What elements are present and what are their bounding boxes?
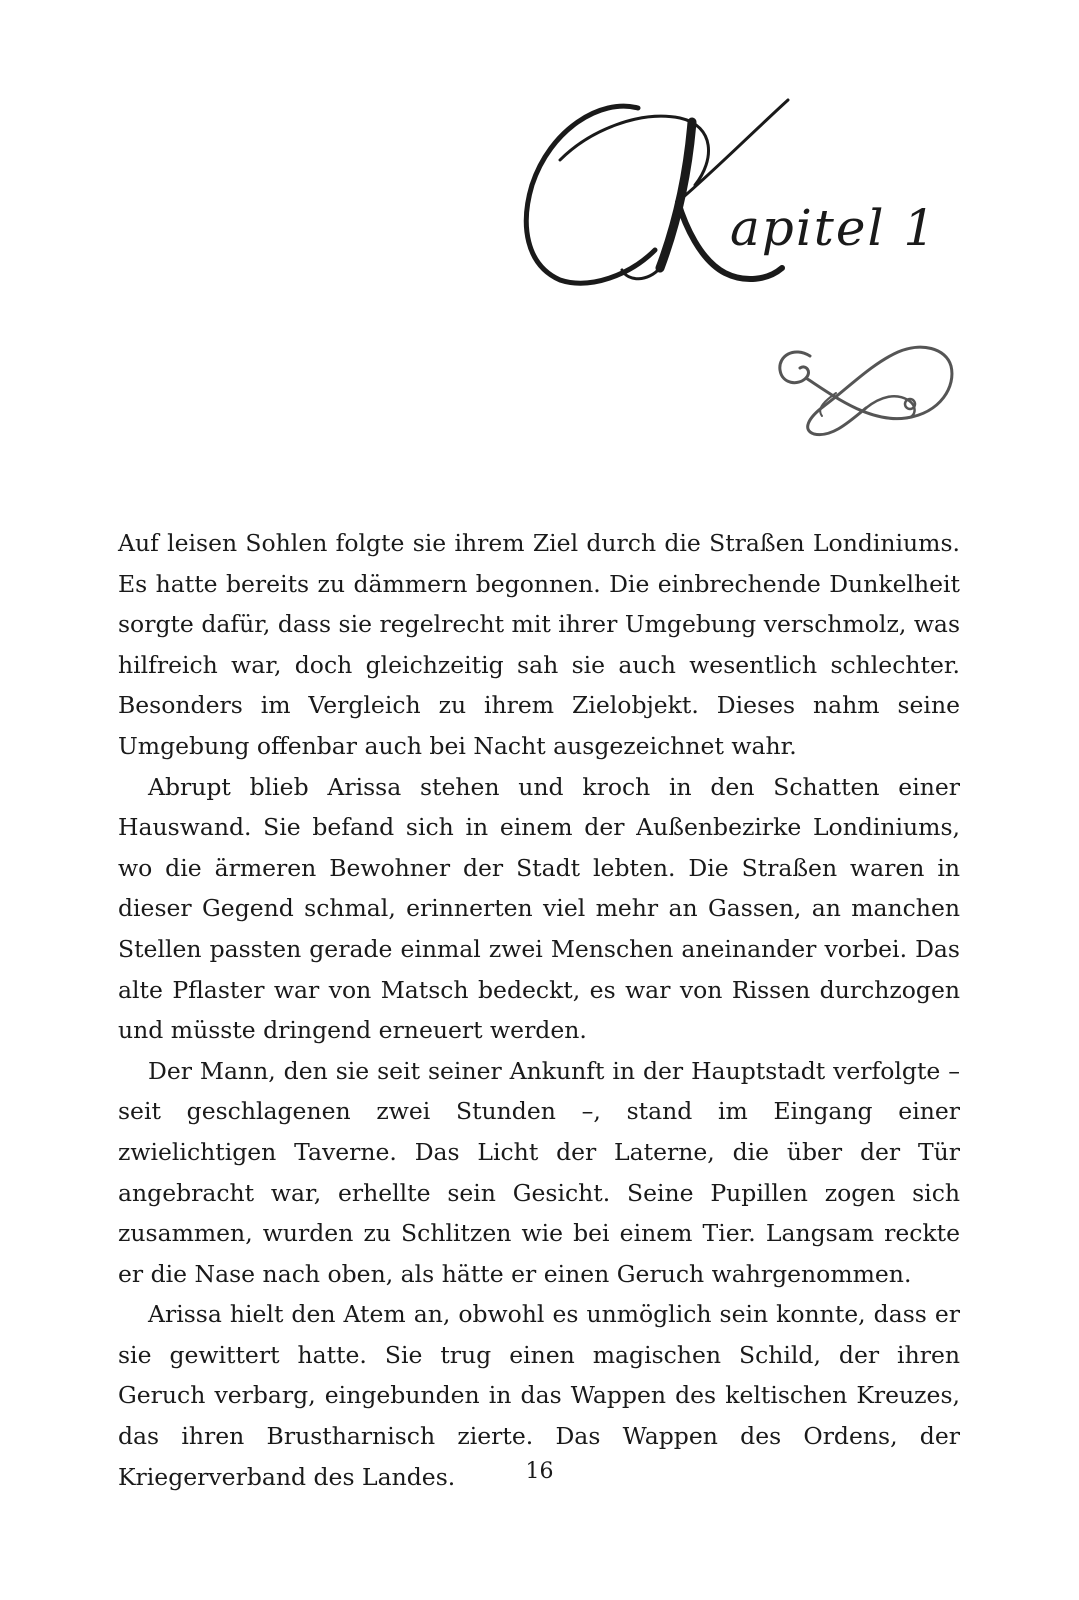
flourish-ornament-icon [776, 338, 960, 438]
chapter-body-text [118, 523, 960, 1497]
chapter-title-text: apitel 1 [730, 199, 938, 257]
paragraph: Der Mann, den sie seit seiner Ankunft in der Hauptstadt verfolgte – seit geschlagenen zwei Stunden –, stand im Eingang einer zwielichtigen Taverne. Das Licht der Laterne, die über der Tür angebracht war, erhellte sein Gesicht. Seine Pupillen zogen sich zusammen, wurden zu Schlitzen wie bei einem Tier. Langsam reckte er die Nase nach oben, als hätte er einen Geruch wahrgenommen. [118, 1056, 960, 1288]
paragraph: Auf leisen Sohlen folgte sie ihrem Ziel durch die Straßen Londiniums. Es hatte bereits zu dämmern begonnen. Die einbrechende Dunkelheit sorgte dafür, dass sie regelrecht mit ihrer Umgebung verschmolz, was hilfreich war, doch gleichzeitig sah sie auch wesentlich schlechter. Besonders im Vergleich zu ihrem Zielobjekt. Dieses nahm seine Umgebung offenbar auch bei Nacht ausgezeichnet wahr. [118, 529, 960, 760]
page-number: 16 [525, 1459, 554, 1484]
paragraph: Abrupt blieb Arissa stehen und kroch in den Schatten einer Hauswand. Sie befand sich in einem der Außenbezirke Londiniums, wo die ärmeren Bewohner der Stadt lebten. Die Straßen waren in dieser Gegend schmal, erinnerten viel mehr an Gassen, an manchen Stellen passten gerade einmal zwei Menschen aneinander vorbei. Das alte Pflaster war von Matsch bedeckt, es war von Rissen durchzogen und müsste dringend erneuert werden. [118, 772, 960, 1045]
paragraph: Arissa hielt den Atem an, obwohl es unmöglich sein konnte, dass er sie gewittert hatte. Sie trug einen magischen Schild, der ihren Geruch verbarg, eingebunden in das Wappen des keltischen Kreuzes, das ihren Brustharnisch zierte. Das Wappen des Ordens, der Kriegerverband des Landes. [118, 1300, 960, 1491]
chapter-heading [520, 90, 980, 300]
chapter-initial-calligraphic-k [520, 90, 790, 290]
